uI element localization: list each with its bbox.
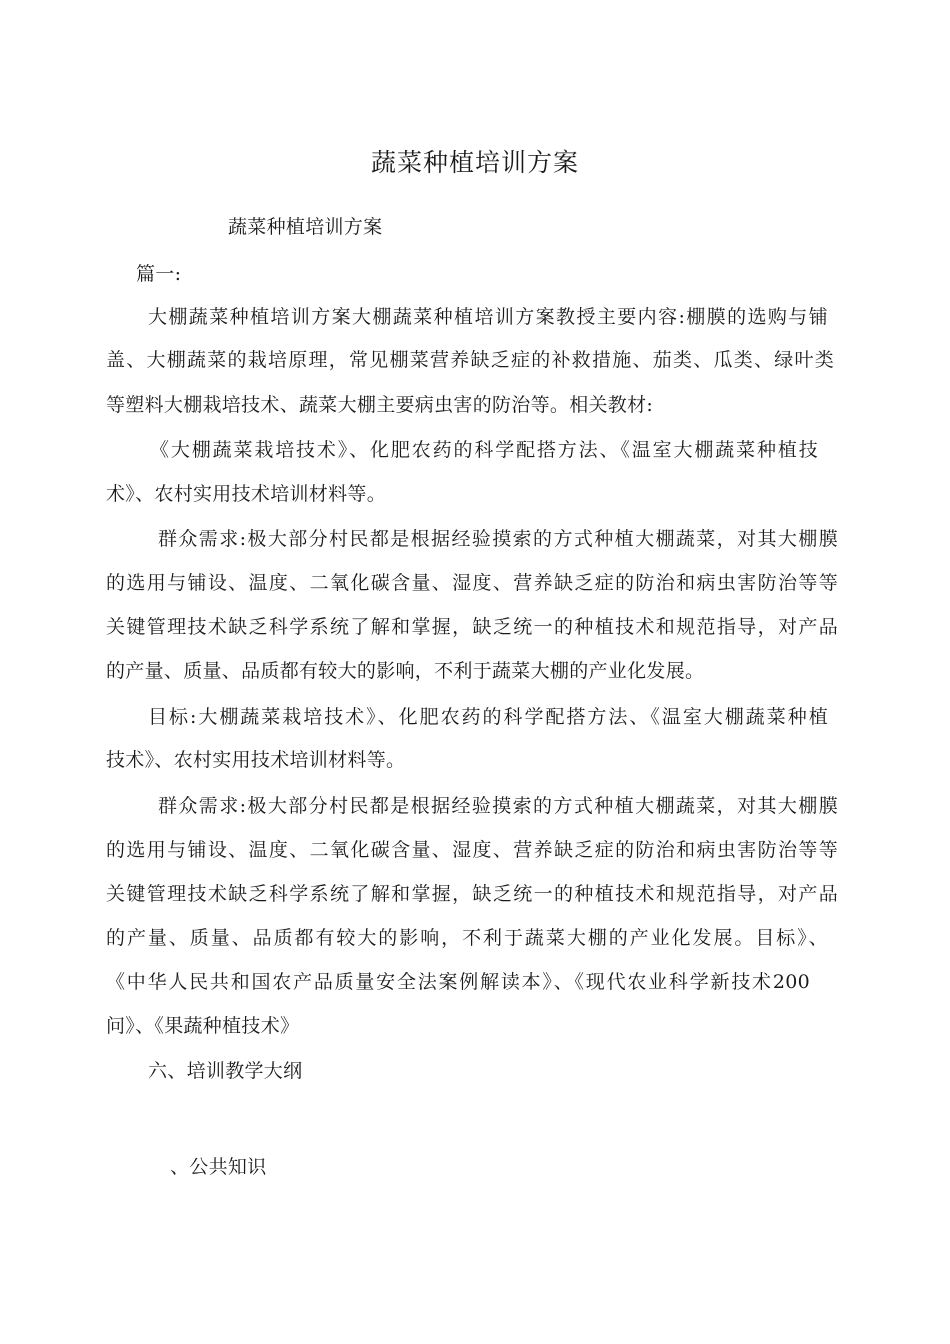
paragraph-line: 等塑料大棚栽培技术、蔬菜大棚主要病虫害的防治等。相关教材: (106, 394, 654, 416)
paragraph-line: 问》、《果蔬种植技术》 (106, 1015, 300, 1037)
paragraph-line: 《中华人民共和国农产品质量安全法案例解读本》、《现代农业科学新技术200 (106, 971, 810, 993)
paragraph-line: 关键管理技术缺乏科学系统了解和掌握，缺乏统一的种植技术和规范指导，对产品 (106, 883, 838, 905)
paragraph-line: 关键管理技术缺乏科学系统了解和掌握，缺乏统一的种植技术和规范指导，对产品 (106, 616, 838, 638)
document-title: 蔬菜种植培训方案 (370, 148, 579, 177)
paragraph-line: 技术》、农村实用技术培训材料等。 (106, 749, 406, 771)
document-subtitle: 蔬菜种植培训方案 (228, 216, 383, 238)
section-heading-public-knowledge: 、公共知识 (170, 1156, 267, 1178)
paragraph-line: 术》、农村实用技术培训材料等。 (106, 483, 387, 505)
paragraph-line: 的产量、质量、品质都有较大的影响，不利于蔬菜大棚的产业化发展。目标》、 (106, 927, 828, 949)
paragraph-line: 目标:大棚蔬菜栽培技术》、化肥农药的科学配搭方法、《温室大棚蔬菜种植 (148, 706, 828, 728)
section-heading-training-outline: 六、培训教学大纲 (148, 1060, 303, 1082)
paragraph-line: 《大棚蔬菜栽培技术》、化肥农药的科学配搭方法、《温室大棚蔬菜种植技 (150, 439, 818, 461)
paragraph-line: 的选用与铺设、温度、二氧化碳含量、湿度、营养缺乏症的防治和病虫害防治等等 (106, 572, 838, 594)
paragraph-line: 群众需求:极大部分村民都是根据经验摸索的方式种植大棚蔬菜，对其大棚膜 (158, 795, 838, 817)
paragraph-line: 的产量、质量、品质都有较大的影响，不利于蔬菜大棚的产业化发展。 (106, 660, 705, 682)
paragraph-line: 盖、大棚蔬菜的栽培原理，常见棚菜营养缺乏症的补救措施、茄类、瓜类、绿叶类 (106, 349, 834, 371)
paragraph-line: 大棚蔬菜种植培训方案大棚蔬菜种植培训方案教授主要内容:棚膜的选购与铺 (148, 306, 828, 328)
paragraph-line: 的选用与铺设、温度、二氧化碳含量、湿度、营养缺乏症的防治和病虫害防治等等 (106, 839, 838, 861)
paragraph-line: 群众需求:极大部分村民都是根据经验摸索的方式种植大棚蔬菜，对其大棚膜 (158, 528, 838, 550)
part-label: 篇一: (136, 263, 182, 285)
